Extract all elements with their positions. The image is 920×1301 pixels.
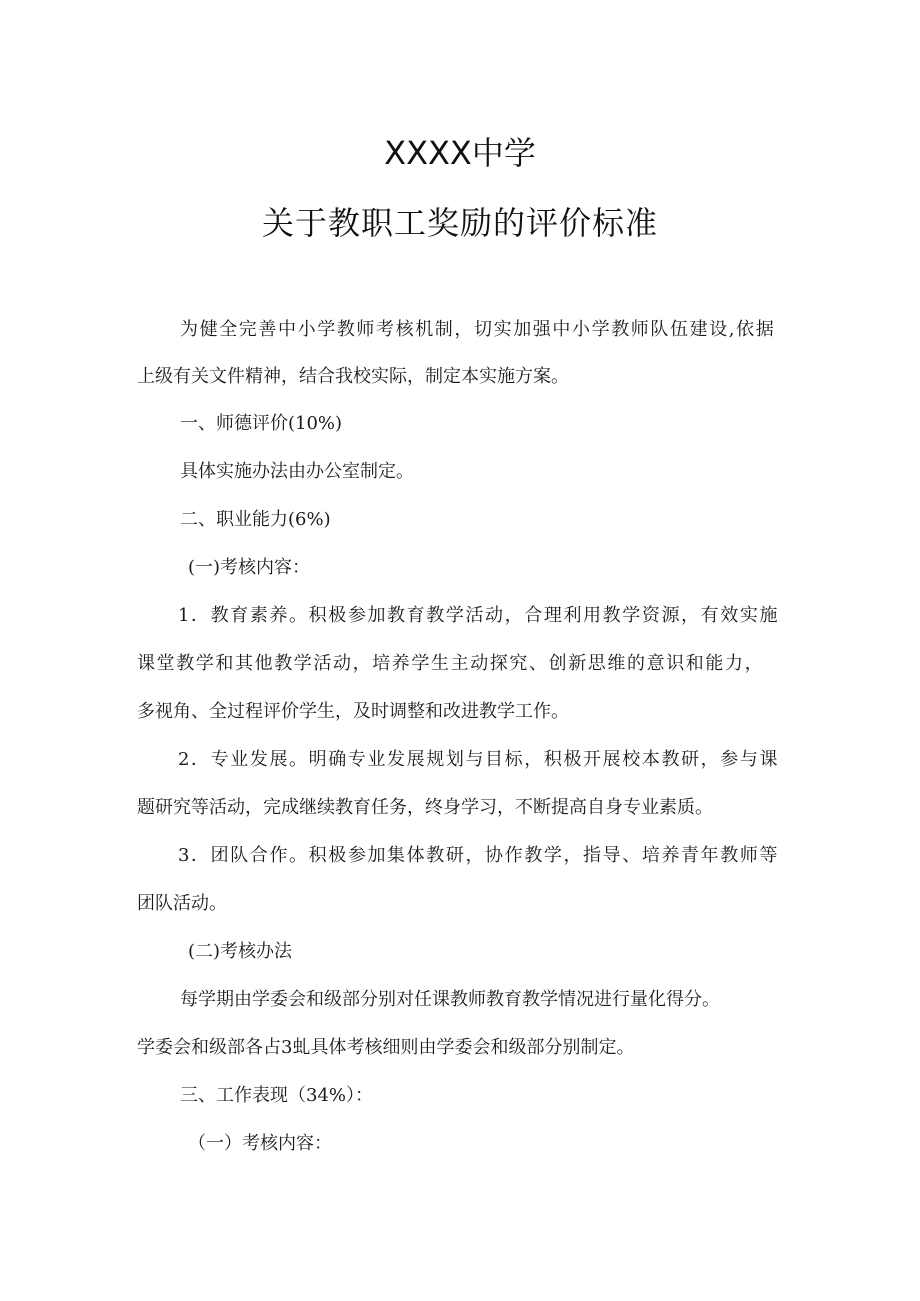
item-1-line-2: 课堂教学和其他教学活动，培养学生主动探究、创新思维的意识和能力， [137, 653, 765, 674]
subheading-content-2: （一）考核内容： [188, 1133, 332, 1154]
item-1-line-3: 多视角、全过程评价学生，及时调整和改进教学工作。 [137, 701, 569, 722]
section-heading-ability: 二、职业能力(6%) [180, 509, 331, 530]
subheading-method: (二)考核办法 [188, 941, 293, 962]
item-2-line-1: 2．专业发展。明确专业发展规划与目标，积极开展校本教研，参与课 [178, 749, 780, 770]
subheading-content-1: (一)考核内容： [188, 557, 311, 578]
item-2-line-2: 题研究等活动，完成继续教育任务，终身学习，不断提高自身专业素质。 [137, 797, 713, 818]
school-title: XXXX中学 [384, 134, 536, 172]
section-heading-performance: 三、工作表现（34%）： [180, 1085, 374, 1106]
paragraph-intro-line-1: 为健全完善中小学教师考核机制，切实加强中小学教师队伍建设,依据 [180, 319, 776, 340]
paragraph-intro-line-2: 上级有关文件精神，结合我校实际，制定本实施方案。 [137, 366, 569, 387]
section-heading-ethics: 一、师德评价(10%) [180, 413, 343, 434]
item-1-line-1: 1．教育素养。积极参加教育教学活动，合理利用教学资源，有效实施 [178, 605, 780, 626]
item-3-line-2: 团队活动。 [137, 893, 227, 914]
paragraph-method-line-1: 每学期由学委会和级部分别对任课教师教育教学情况进行量化得分。 [180, 989, 720, 1010]
paragraph-method-line-2: 学委会和级部各占3虬具体考核细则由学委会和级部分别制定。 [137, 1037, 635, 1058]
document-subtitle: 关于教职工奖励的评价标准 [261, 204, 658, 242]
item-3-line-1: 3．团队合作。积极参加集体教研，协作教学，指导、培养青年教师等 [178, 845, 780, 866]
paragraph-ethics: 具体实施办法由办公室制定。 [180, 461, 414, 482]
